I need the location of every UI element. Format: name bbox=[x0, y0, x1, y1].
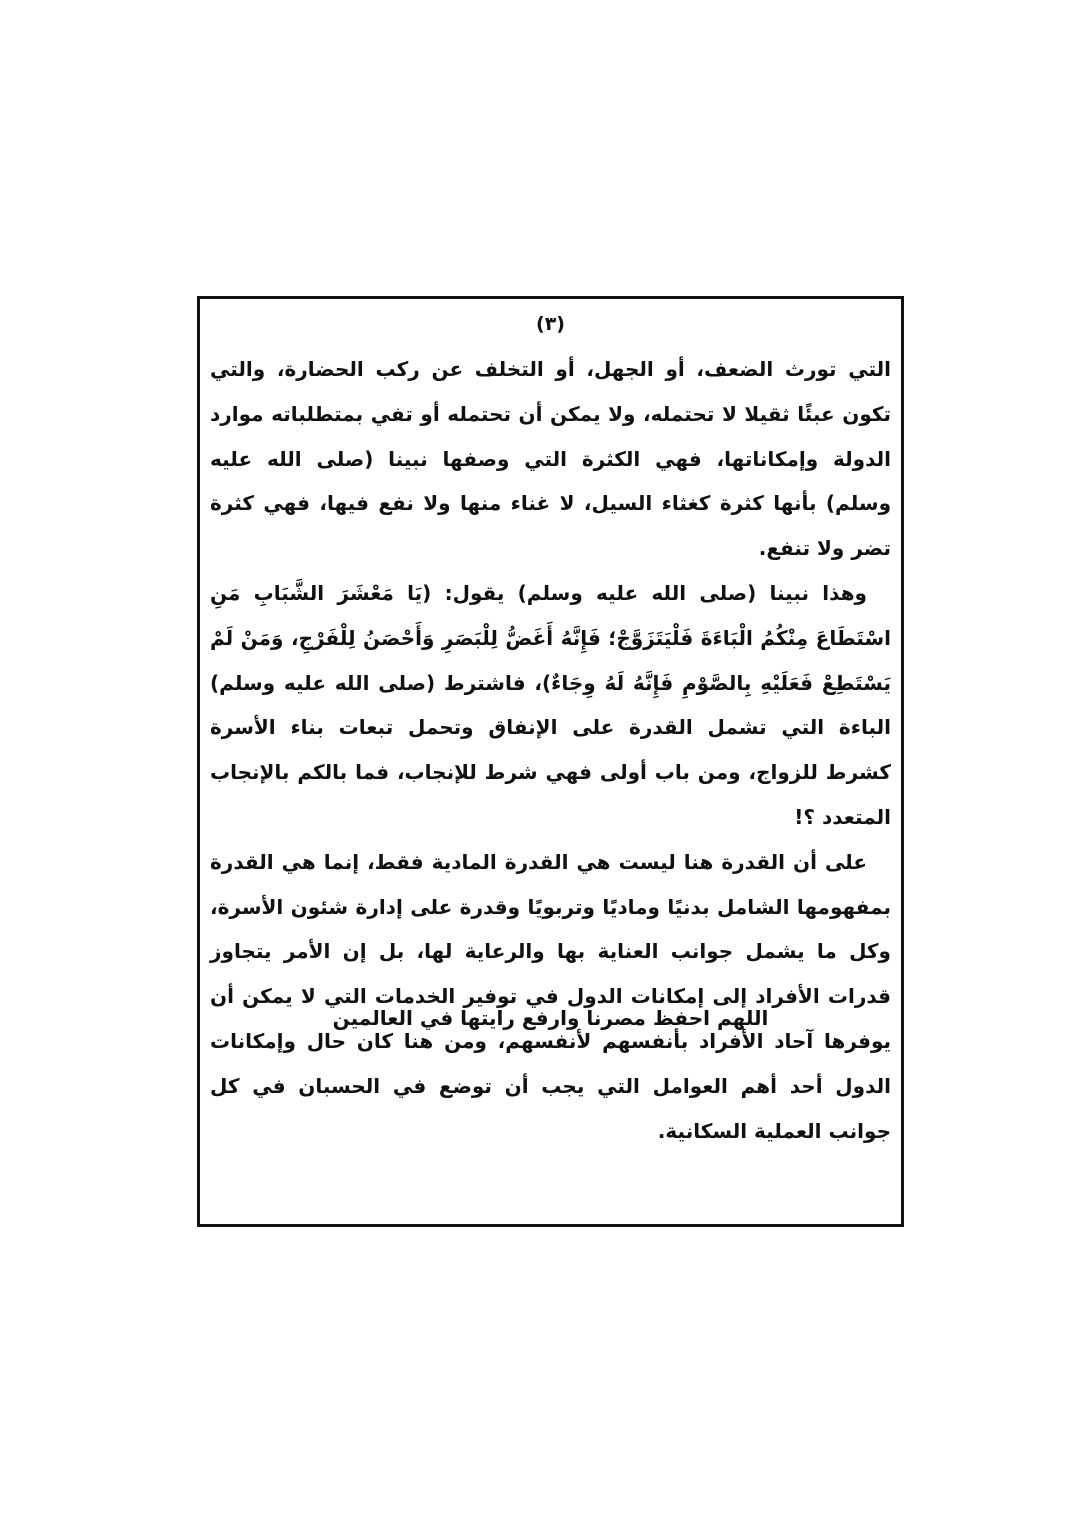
closing-prayer: اللهم احفظ مصرنا وارفع رايتها في العالمين bbox=[332, 1006, 769, 1030]
page-frame bbox=[197, 296, 904, 1227]
paragraph-2: وهذا نبينا (صلى الله عليه وسلم) يقول: (يَا مَعْشَرَ الشَّبَابِ مَنِ اسْتَطَاعَ مِنْكُمُ الْبَاءَةَ فَلْيَتَزَوَّجْ؛ فَإِنَّهُ أَغَضُّ لِلْبَصَرِ وَأَحْصَنُ لِلْفَرْجِ، وَمَنْ لَمْ يَسْتَطِعْ فَعَلَيْهِ بِالصَّوْمِ فَإِنَّهُ لَهُ وِجَاءٌ)، فاشترط (صلى الله عليه وسلم) الباءة التي تشمل القدرة على الإنفاق وتحمل تبعات بناء الأسرة كشرط للزواج، ومن باب أولى فهي شرط للإنجاب، فما بالكم بالإنجاب المتعدد ؟! bbox=[210, 580, 891, 829]
body-text bbox=[210, 347, 891, 1153]
page-number: (٣) bbox=[536, 313, 565, 335]
paragraph-3: على أن القدرة هنا ليست هي القدرة المادية فقط، إنما هي القدرة بمفهومها الشامل بدنيًا وماديًا وتربويًا وقدرة على إدارة شئون الأسرة، وكل ما يشمل جوانب العناية بها والرعاية لها، بل إن الأمر يتجاوز قدرات الأفراد إلى إمكانات الدول في توفير الخدمات التي لا يمكن أن يوفرها آحاد الأفراد بأنفسهم لأنفسهم، ومن هنا كان حال وإمكانات الدول أحد أهم العوامل التي يجب أن توضع في الحسبان في كل جوانب العملية السكانية. bbox=[210, 849, 891, 1143]
paragraph-1: التي تورث الضعف، أو الجهل، أو التخلف عن ركب الحضارة، والتي تكون عبئًا ثقيلا لا تحتمله، ولا يمكن أن تحتمله أو تفي بمتطلباته موارد الدولة وإمكاناتها، فهي الكثرة التي وصفها نبينا (صلى الله عليه وسلم) بأنها كثرة كغثاء السيل، لا غناء منها ولا نفع فيها، فهي كثرة تضر ولا تنفع. bbox=[210, 357, 891, 561]
